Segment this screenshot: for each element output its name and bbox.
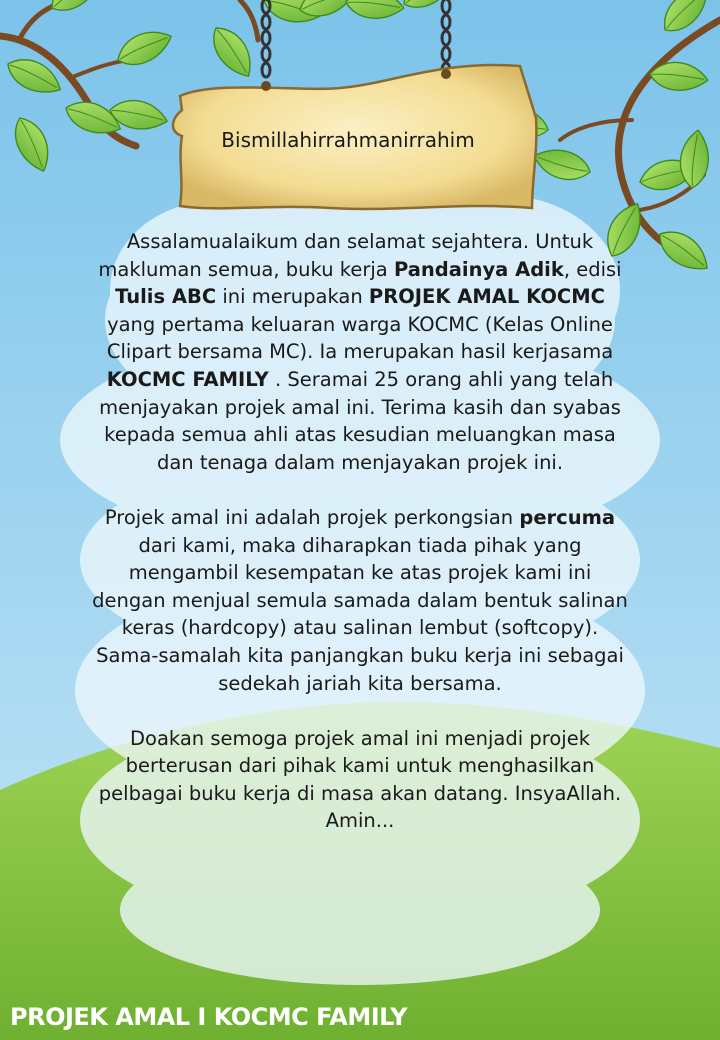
greeting-text: Assalamualaikum dan selamat sejahtera. bbox=[126, 230, 530, 253]
edition-prefix: , edisi bbox=[563, 257, 622, 281]
paragraph-notice bbox=[90, 504, 630, 697]
message-body bbox=[90, 228, 630, 835]
closing-text: Amin... bbox=[325, 809, 395, 833]
intro-rest: . Seramai 25 orang ahli yang telah menjayakan projek amal ini. Terima kasih dan syabas kepada semua ahli atas kesudian meluangkan masa dan tenaga dalam menjayakan projek ini. bbox=[99, 367, 621, 474]
intro-text: Untuk makluman semua, buku kerja bbox=[98, 230, 594, 281]
edition-suffix: ini merupakan bbox=[222, 285, 363, 309]
notice-after: dari kami, maka diharapkan tiada pihak yang mengambil kesempatan ke atas projek kami ini dengan menjual semula samada dalam bentuk salinan keras (hardcopy) atau salinan lembut (softcopy). Sama-samalah kita panjangkan buku kerja ini sebagai sedekah jariah kita bersama. bbox=[92, 533, 628, 695]
footer-label: PROJEK AMAL I KOCMC FAMILY bbox=[10, 1003, 408, 1031]
edition-name: Tulis ABC bbox=[115, 285, 217, 309]
free-word: percuma bbox=[519, 505, 616, 529]
paragraph-intro bbox=[90, 228, 630, 476]
project-suffix: yang pertama keluaran warga KOCMC (Kelas Online Clipart bersama MC). Ia merupakan hasil kerjasama bbox=[106, 312, 614, 364]
family-name: KOCMC FAMILY bbox=[106, 367, 269, 391]
sign-title: Bismillahirrahmanirrahim bbox=[221, 128, 475, 152]
prayer-text: Doakan semoga projek amal ini menjadi projek berterusan dari pihak kami untuk menghasilkan pelbagai buku kerja di masa akan datang. InsyaAllah. bbox=[98, 726, 622, 805]
paragraph-prayer bbox=[90, 725, 630, 835]
project-name: PROJEK AMAL KOCMC bbox=[368, 285, 605, 309]
book-name: Pandainya Adik bbox=[393, 257, 564, 281]
notice-before: Projek amal ini adalah projek perkongsian bbox=[104, 505, 514, 529]
